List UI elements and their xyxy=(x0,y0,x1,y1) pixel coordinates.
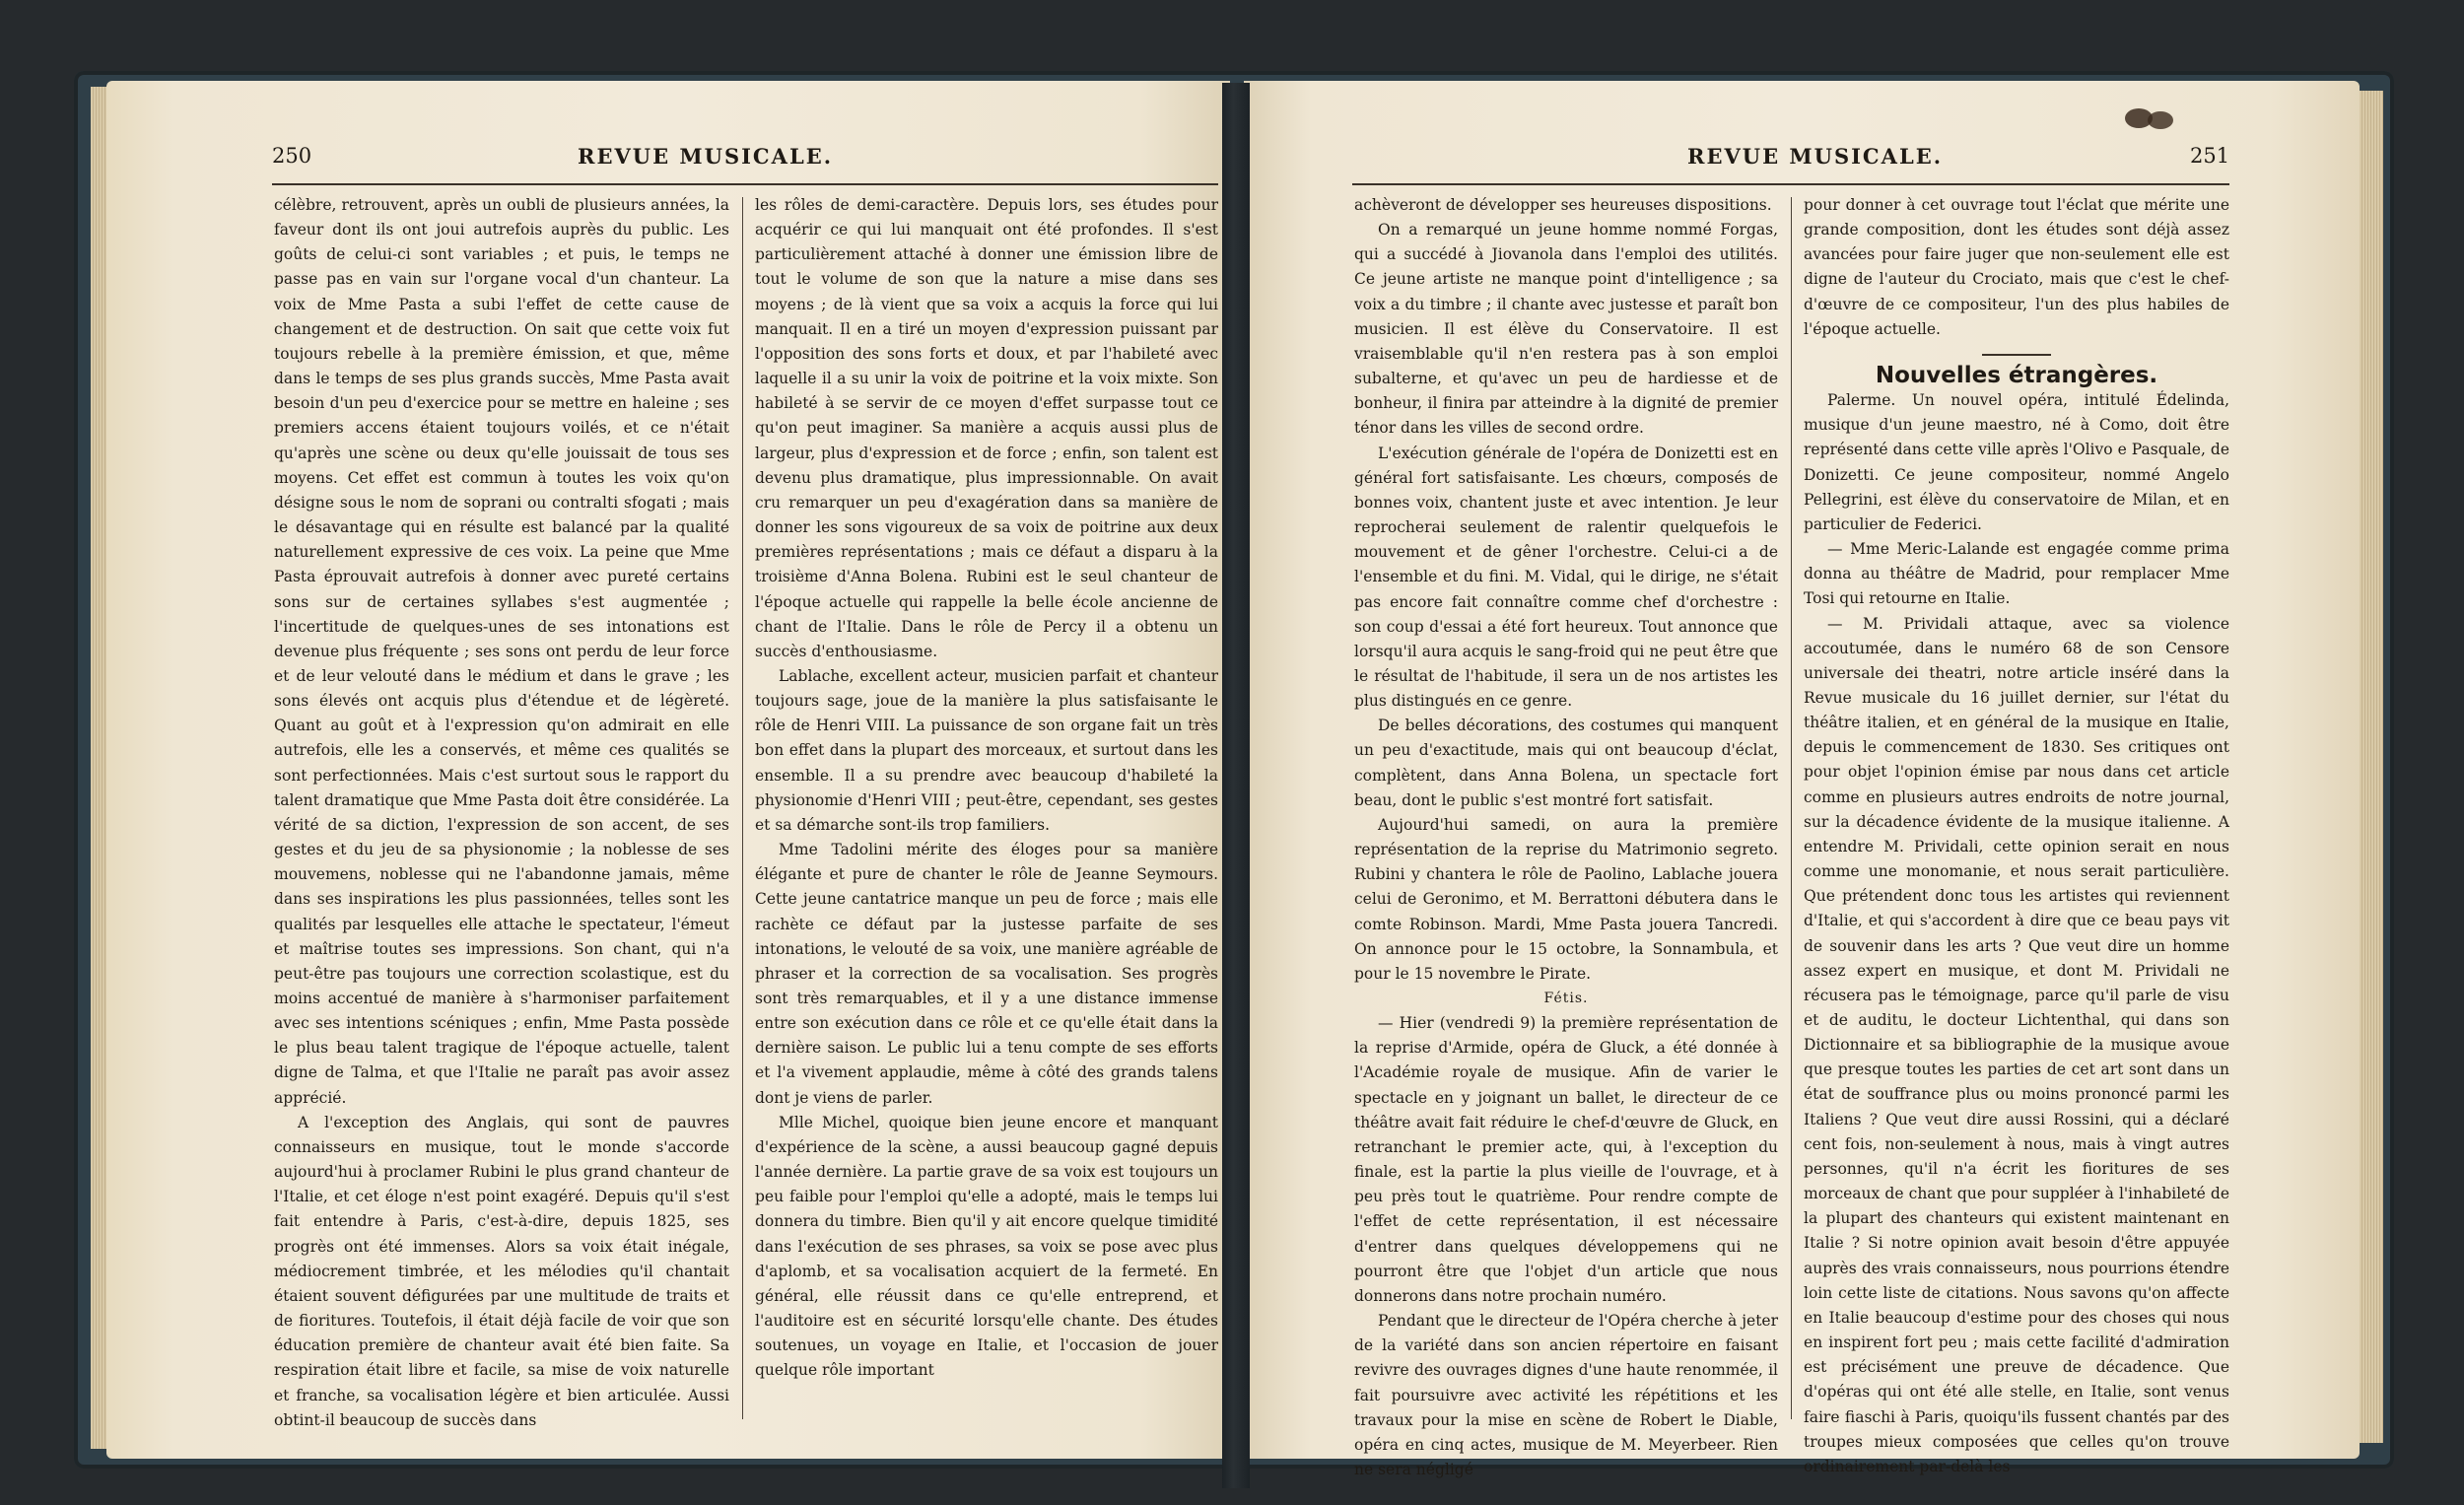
paragraph: pour donner à cet ouvrage tout l'éclat que mérite une grande composition, dont les études sont déjà assez avancées pour faire juger que non-seulement elle est digne de l'auteur du Crociato, mais que c'est le chef-d'œuvre de ce compositeur, l'un des plus habiles de l'époque actuelle. xyxy=(1804,196,2229,338)
paragraph: Mlle Michel, quoique bien jeune encore et manquant d'expérience de la scène, a aussi beaucoup gagné depuis l'année dernière. La partie grave de sa voix est toujours un peu faible pour l'emploi qu'elle a adopté, mais le temps lui donnera du timbre. Bien qu'il y ait encore quelque timidité dans l'exécution de ses phrases, sa voix se pose avec plus d'aplomb, et sa vocalisation acquiert de la fermeté. En général, elle réussit dans ce qu'elle entreprend, et l'auditoire est en sécurité lorsqu'elle chante. Des études soutenues, un voyage en Italie, et l'occasion de jouer quelque rôle important xyxy=(755,1113,1218,1380)
paragraph: De belles décorations, des costumes qui manquent un peu d'exactitude, mais qui ont beaucoup d'éclat, complètent, dans Anna Bolena, un spectacle fort beau, dont le public s'est montré fort satisfait. xyxy=(1354,717,1778,809)
paragraph: Palerme. Un nouvel opéra, intitulé Édelinda, musique d'un jeune maestro, né à Como, doit être représenté dans cette ville après l'Olivo e Pasquale, de Donizetti. Ce jeune compositeur, nommé Angelo Pellegrini, est élève du conservatoire de Milan, et en particulier de Federici. xyxy=(1804,391,2229,533)
paragraph: les rôles de demi-caractère. Depuis lors, ses études pour acquérir ce qui lui manquait ont été profondes. Il s'est particulièrement attaché à donner une émission libre de tout le volume de son que la nature a mise dans ses moyens ; de là vient que sa voix a acquis la force qui lui manquait. Il en a tiré un moyen d'expression puissant par l'opposition des sons forts et doux, et par l'habileté avec laquelle il a su unir la voix de poitrine et la voix mixte. Son habileté à se servir de ce moyen d'effet surpasse tout ce qu'on peut imaginer. Sa manière a acquis aussi plus de largeur, plus d'expression et de force ; enfin, son talent est devenu plus dramatique, plus impressionnable. On avait cru remarquer un peu d'exagération dans sa manière de donner les sons vigoureux de sa voix de poitrine aux deux premières représentations ; mais ce défaut a disparu à la troisième d'Anna Bolena. Rubini est le seul chanteur de l'époque actuelle qui rappelle la belle école ancienne de chant de l'Italie. Dans le rôle de Percy il a obtenu un succès d'enthousiasme. xyxy=(755,196,1218,660)
right-header xyxy=(1244,138,2360,181)
left-running-title: REVUE MUSICALE. xyxy=(578,144,834,169)
signature: Fétis. xyxy=(1543,991,1589,1006)
right-column-1 xyxy=(1354,193,1778,1478)
right-header-rule xyxy=(1352,183,2229,185)
paragraph: — M. Prividali attaque, avec sa violence accoutumée, dans le numéro 68 de son Censore universale dei theatri, notre article inséré dans la Revue musicale du 16 juillet dernier, sur l'état du théâtre italien, et en général de la musique en Italie, depuis le commencement de 1830. Ses critiques ont pour objet l'opinion émise par nous dans cet article comme en plusieurs autres endroits de notre journal, sur la décadence évidente de la musique italienne. A entendre M. Prividali, cette opinion serait en nous comme une monomanie, et nous serait particulière. Que prétendent donc tous les artistes qui reviennent d'Italie, et qui s'accordent à dire que ce beau pays vit de souvenir dans les arts ? Que veut dire un homme assez expert en musique, et dont M. Prividali ne récusera pas le témoignage, parce qu'il parle de visu et de auditu, le docteur Lichtenthal, qui dans son Dictionnaire et sa bibliographie de la musique avoue que presque toutes les parties de cet art sont dans un état de souffrance plus ou moins prononcé parmi les Italiens ? Que veut dire aussi Rossini, qui a déclaré cent fois, non-seulement à nous, mais à vingt autres personnes, qu'il n'a écrit les fioritures de ses morceaux de chant que pour suppléer à l'inhabileté de la plupart des chanteurs qui existent maintenant en Italie ? Si notre opinion avait besoin d'être appuyée auprès des vrais connaisseurs, nous pourrions étendre loin cette liste de citations. Nous savons qu'on affecte en Italie beaucoup d'estime pour des choses qui nous en inspirent fort peu ; mais cette facilité d'admiration est précisément une preuve de décadence. Que d'opéras qui ont été alle stelle, en Italie, sont venus faire fiaschi à Paris, quoiqu'ils fussent chantés par des troupes mieux composées que celles qu'on trouve ordinairement par-delà les xyxy=(1804,614,2229,1475)
left-column-rule xyxy=(742,197,743,1419)
paragraph: célèbre, retrouvent, après un oubli de plusieurs années, la faveur dont ils ont joui autrefois auprès du public. Les goûts de celui-ci sont variables ; et puis, le temps ne passe pas en vain sur l'organe vocal d'un chanteur. La voix de Mme Pasta a subi l'effet de cette cause de changement et de destruction. On sait que cette voix fut toujours rebelle à la première émission, et que, même dans le temps de ses plus grands succès, Mme Pasta avait besoin d'un peu d'exercice pour se mettre en haleine ; ses premiers accens étaient toujours voilés, et ce n'était qu'après une scène ou deux qu'elle jouissait de tous ses moyens. Cet effet est commun à toutes les voix qu'on désigne sous le nom de soprani ou contralti sfogati ; mais le désavantage qui en résulte est balancé par la qualité naturellement expressive de ces voix. La peine que Mme Pasta éprouvait autrefois à donner avec pureté certains sons sur de certaines syllabes s'est augmentée ; l'incertitude de quelques-unes de ses intonations est devenue plus fréquente ; ses sons ont perdu de leur force et de leur velouté dans le médium et dans le grave ; les sons élevés ont acquis plus d'étendue et de légèreté. Quant au goût et à l'expression qu'on admirait en elle autrefois, elle les a conservés, et même ces qualités se sont perfectionnées. Mais c'est surtout sous le rapport du talent dramatique que Mme Pasta doit être considérée. La vérité de sa diction, l'expression de son accent, de ses gestes et du jeu de sa physionomie ; la noblesse de ses mouvemens, noblesse qui ne l'abandonne jamais, même dans ses inspirations les plus passionnées, telles sont les qualités par lesquelles elle attache le spectateur, l'émeut et maîtrise toutes ses impressions. Son chant, qui n'a peut-être pas toujours une correction scolastique, est du moins accentué de manière à s'harmoniser parfaitement avec ses intentions scéniques ; enfin, Mme Pasta possède le plus beau talent tragique de l'époque actuelle, talent digne de Talma, et que l'Italie ne paraît pas avoir assez apprécié. xyxy=(274,196,729,1107)
paragraph: On a remarqué un jeune homme nommé Forgas, qui a succédé à Jiovanola dans l'emploi des utilités. Ce jeune artiste ne manque point d'intelligence ; sa voix a du timbre ; il chante avec justesse et paraît bon musicien. Il est élève du Conservatoire. Il est vraisemblable qu'il n'en restera pas à son emploi subalterne, et qu'avec un peu de hardiesse et de bonheur, il finira par atteindre à la dignité de premier ténor dans les villes de second ordre. xyxy=(1354,221,1778,438)
paragraph: — Mme Meric-Lalande est engagée comme prima donna au théâtre de Madrid, pour remplacer Mme Tosi qui retourne en Italie. xyxy=(1804,540,2229,608)
left-column-2 xyxy=(755,193,1218,1425)
section-heading: Nouvelles étrangères. xyxy=(1875,362,2158,388)
left-header-rule xyxy=(272,183,1218,185)
paragraph: Pendant que le directeur de l'Opéra cherche à jeter de la variété dans son ancien répertoire en faisant revivre des ouvrages dignes d'une haute renommée, il fait poursuivre avec activité les répétitions et les travaux pour la mise en scène de Robert le Diable, opéra en cinq actes, musique de M. Meyerbeer. Rien ne sera négligé xyxy=(1354,1312,1778,1478)
paragraph: L'exécution générale de l'opéra de Donizetti est en général fort satisfaisante. Les chœurs, composés de bonnes voix, chantent juste et avec intention. Je leur reprocherai seulement de ralentir quelquefois le mouvement et de gêner l'orchestre. Celui-ci a de l'ensemble et du fini. M. Vidal, qui le dirige, ne s'était pas encore fait connaître comme chef d'orchestre : son coup d'essai a été fort heureux. Tout annonce que lorsqu'il aura acquis le sang-froid qui ne peut être que le résultat de l'habitude, il sera un de nos artistes les plus distingués en ce genre. xyxy=(1354,444,1778,711)
left-column-1 xyxy=(274,193,729,1429)
left-header xyxy=(106,138,1230,181)
right-page-number: 251 xyxy=(2190,144,2230,168)
right-column-2 xyxy=(1804,193,2229,1475)
left-page-number: 250 xyxy=(272,144,312,168)
left-page xyxy=(106,81,1230,1459)
paragraph: A l'exception des Anglais, qui sont de pauvres connaisseurs en musique, tout le monde s'accorde aujourd'hui à proclamer Rubini le plus grand chanteur de l'Italie, et cet éloge n'est point exagéré. Depuis qu'il s'est fait entendre à Paris, c'est-à-dire, depuis 1825, ses progrès ont été immenses. Alors sa voix était inégale, médiocrement timbrée, et les mélodies qu'il chantait étaient souvent défigurées par une multitude de traits et de fioritures. Toutefois, il était déjà facile de voir que son éducation première de chanteur avait été bien faite. Sa respiration était libre et facile, sa mise de voix naturelle et franche, sa vocalisation légère et bien articulée. Aussi obtint-il beaucoup de succès dans xyxy=(274,1113,729,1429)
paragraph: Mme Tadolini mérite des éloges pour sa manière élégante et pure de chanter le rôle de Jeanne Seymours. Cette jeune cantatrice manque un peu de force ; mais elle rachète ce défaut par la justesse parfaite de ses intonations, le velouté de sa voix, une manière agréable de phraser et la correction de sa vocalisation. Ses progrès sont très remarquables, et il y a une distance immense entre son exécution dans ce rôle et ce qu'elle était dans la dernière saison. Le public lui a tenu compte de ses efforts et l'a vivement applaudie, même à côté des grands talens dont je viens de parler. xyxy=(755,841,1218,1107)
right-page xyxy=(1244,81,2360,1478)
paragraph: Lablache, excellent acteur, musicien parfait et chanteur toujours sage, joue de la manière la plus satisfaisante le rôle de Henri VIII. La puissance de son organe fait un très bon effet dans la plupart des morceaux, et surtout dans les ensemble. Il a su prendre avec beaucoup d'habileté la physionomie d'Henri VIII ; peut-être, cependant, ses gestes et sa démarche sont-ils trop familiers. xyxy=(755,666,1218,834)
right-running-title: REVUE MUSICALE. xyxy=(1687,144,1944,169)
ink-stain-icon xyxy=(2121,104,2180,134)
book-spine xyxy=(1222,83,1250,1488)
right-column-rule xyxy=(1791,197,1792,1419)
paragraph: — Hier (vendredi 9) la première représentation de la reprise d'Armide, opéra de Gluck, a été donnée à l'Académie royale de musique. Afin de varier le spectacle en y joignant un ballet, le directeur de ce théâtre avait fait réduire le chef-d'œuvre de Gluck, en retranchant le premier acte, qui, à l'exception du finale, est la partie la plus vieille de l'ouvrage, et à peu près tout le quatrième. Pour rendre compte de l'effet de cette représentation, il est nécessaire d'entrer dans quelques développemens qui ne pourront être que l'objet d'un article que nous donnerons dans notre prochain numéro. xyxy=(1354,1014,1778,1305)
paragraph: achèveront de développer ses heureuses dispositions. xyxy=(1354,196,1772,214)
section-separator xyxy=(1982,354,2051,356)
paragraph: Aujourd'hui samedi, on aura la première représentation de la reprise du Matrimonio segreto. Rubini y chantera le rôle de Paolino, Lablache jouera celui de Geronimo, et M. Berrattoni débutera dans le comte Robinson. Mardi, Mme Pasta jouera Tancredi. On annonce pour le 15 octobre, la Sonnambula, et pour le 15 novembre le Pirate. xyxy=(1354,815,1778,983)
